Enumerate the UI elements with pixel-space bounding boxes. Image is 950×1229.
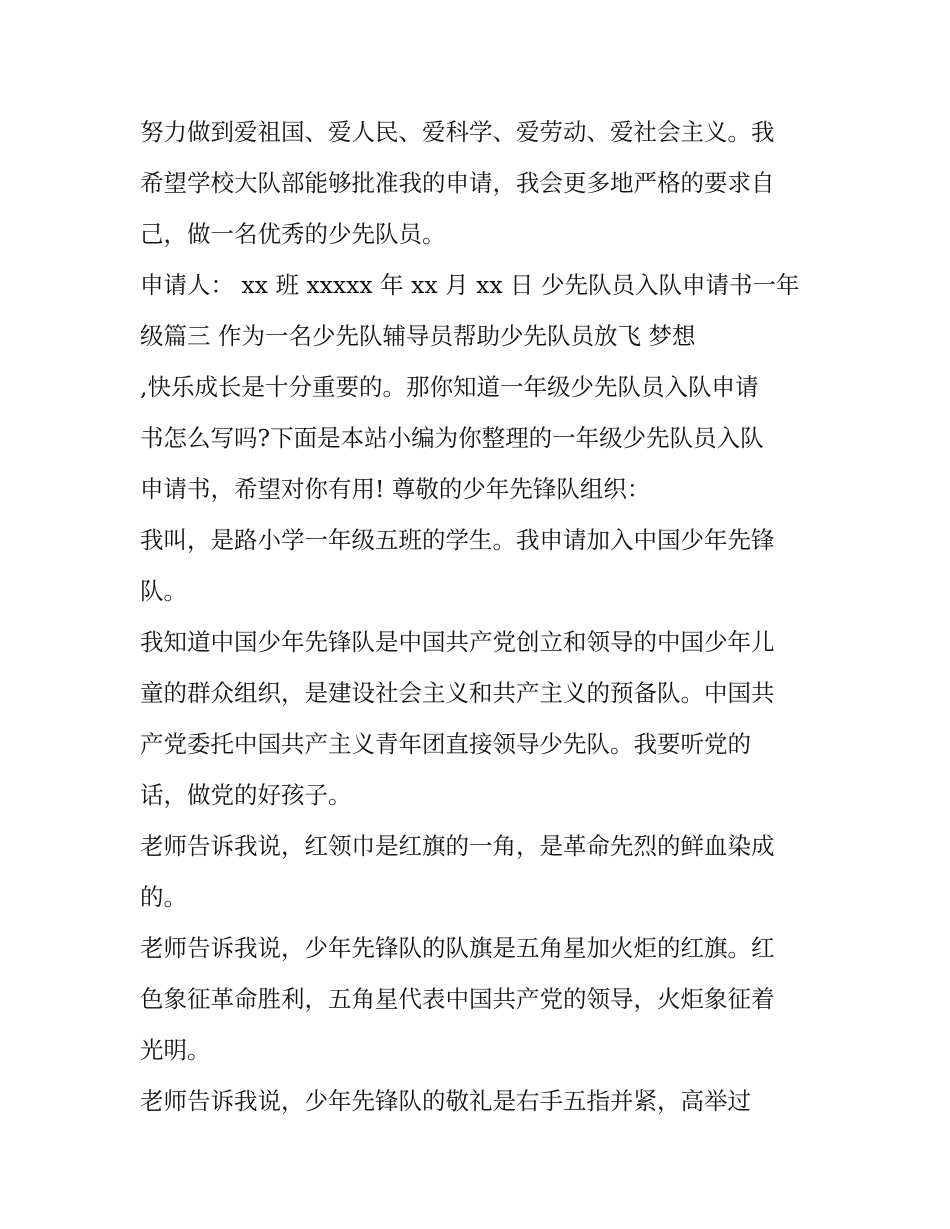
text-line: 老师告诉我说，少年先锋队的敬礼是右手五指并紧，高举过 <box>140 1087 751 1115</box>
text-line: 己，做一名优秀的少先队员。 <box>140 220 446 248</box>
text-line: 希望学校大队部能够批准我的申请，我会更多地严格的要求自 <box>140 169 775 197</box>
text-line: 我叫，是路小学一年级五班的学生。我申请加入中国少年先锋 <box>140 526 775 554</box>
text-line: 童的群众组织，是建设社会主义和共产主义的预备队。中国共 <box>140 679 775 707</box>
document-body <box>140 107 820 1127</box>
text-line: 队。 <box>140 577 187 605</box>
text-line: 申请人： xx 班 xxxxx 年 xx 月 xx 日 少先队员入队申请书一年 <box>140 271 800 299</box>
text-line: 级篇三 作为一名少先队辅导员帮助少先队员放飞 梦想 <box>140 322 696 350</box>
text-line: 老师告诉我说，红领巾是红旗的一角，是革命先烈的鲜血染成 <box>140 832 775 860</box>
text-line: 话，做党的好孩子。 <box>140 781 352 809</box>
text-line: 我知道中国少年先锋队是中国共产党创立和领导的中国少年儿 <box>140 628 775 656</box>
text-line: 的。 <box>140 883 187 911</box>
text-line: 书怎么写吗?下面是本站小编为你整理的一年级少先队员入队 <box>140 424 764 452</box>
text-line: 光明。 <box>140 1036 211 1064</box>
text-line: 色象征革命胜利，五角星代表中国共产党的领导，火炬象征着 <box>140 985 775 1013</box>
text-line: 老师告诉我说，少年先锋队的队旗是五角星加火炬的红旗。红 <box>140 934 775 962</box>
text-line: 努力做到爱祖国、爱人民、爱科学、爱劳动、爱社会主义。我 <box>140 118 775 146</box>
text-line: 产党委托中国共产主义青年团直接领导少先队。我要听党的 <box>140 730 751 758</box>
text-line: ,快乐成长是十分重要的。那你知道一年级少先队员入队申请 <box>140 373 759 401</box>
text-line: 申请书，希望对你有用! 尊敬的少年先锋队组织： <box>140 475 651 503</box>
